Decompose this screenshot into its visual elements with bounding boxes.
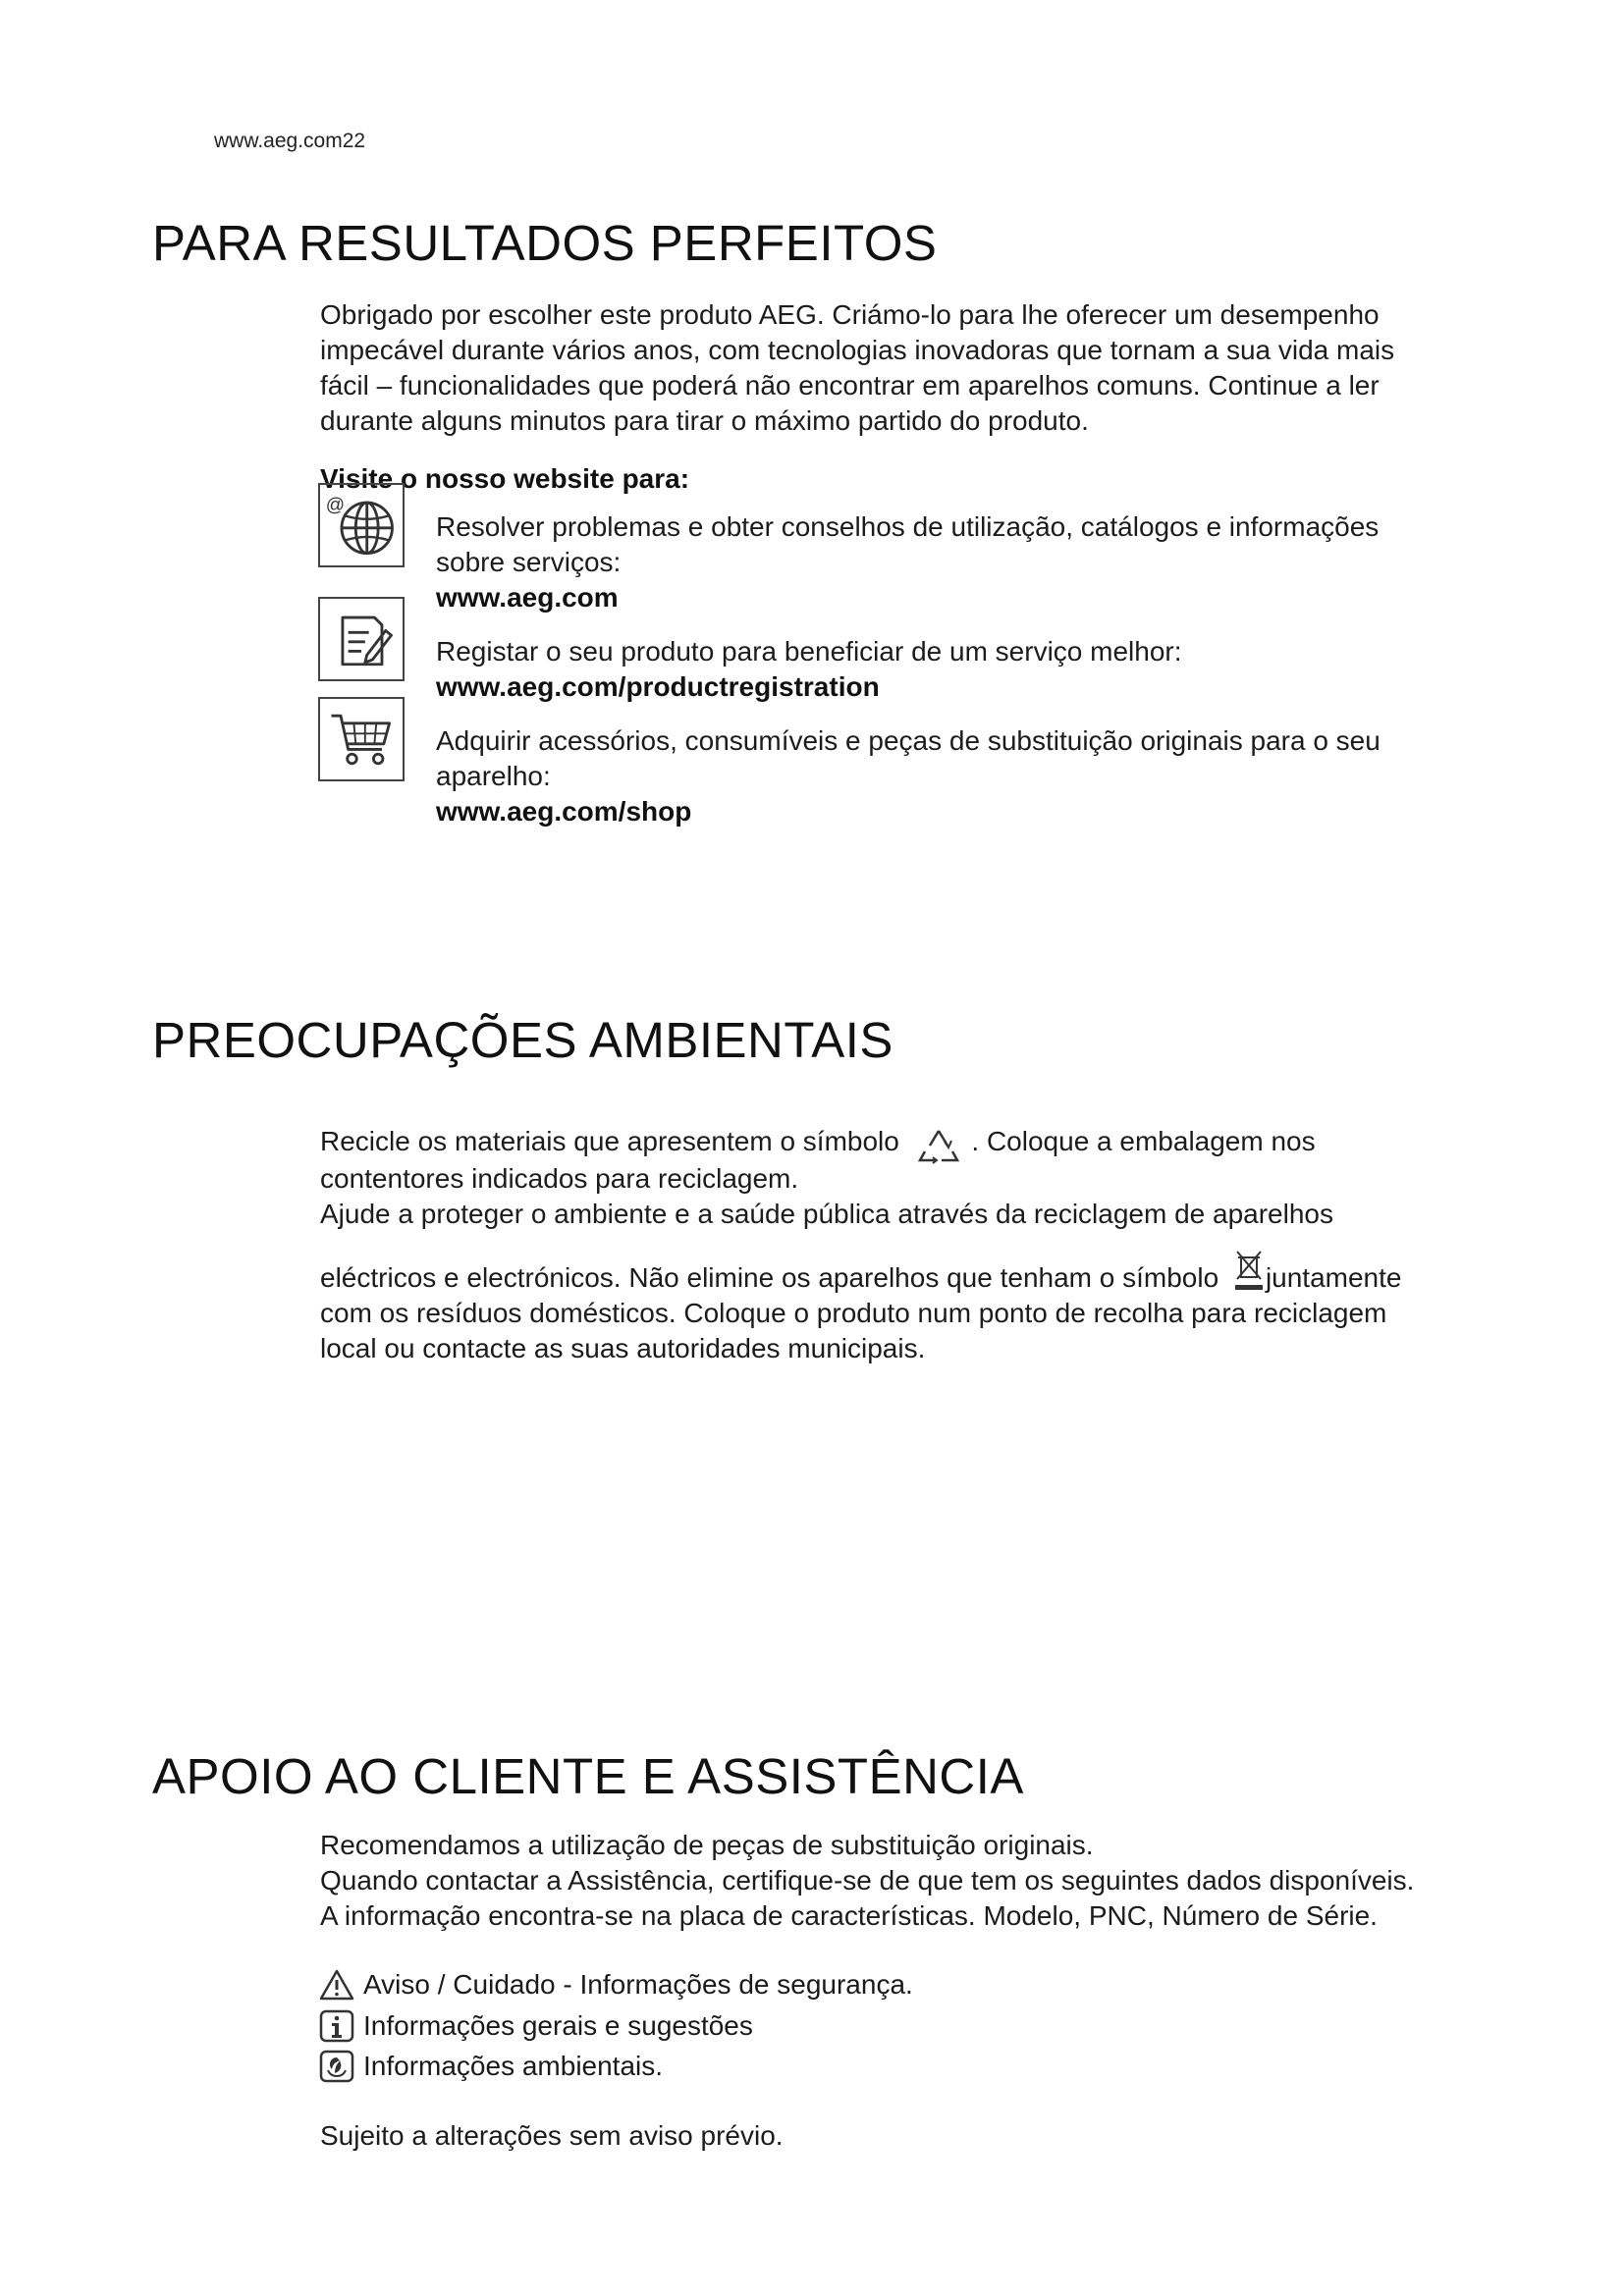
item-text-line: Adquirir acessórios, consumíveis e peças de substituição originais para o seu [436,725,1380,756]
legend-info [318,2008,753,2044]
legend-label: Informações ambientais. [363,2051,664,2081]
website-item-shop [436,723,1536,829]
warning-icon [318,1968,355,2002]
intro-paragraph [320,297,1394,439]
item-text-line: sobre serviços: [436,547,622,577]
env-line-1 [320,1124,1401,1161]
link-product-registration[interactable]: www.aeg.com/productregistration [436,671,880,702]
service-line: Quando contactar a Assistência, certifique-se de que tem os seguintes dados disponíveis. [320,1865,1415,1896]
legend-warning [318,1967,913,2002]
service-line: Recomendamos a utilização de peças de substituição originais. [320,1830,1094,1860]
environment-icon [318,2050,355,2083]
env-text: . Coloque a embalagem nos [971,1126,1316,1156]
env-text: juntamente [1265,1261,1402,1293]
website-item-registration [436,634,1536,705]
registration-icon [318,597,405,681]
link-aeg-com[interactable]: www.aeg.com [436,582,619,613]
item-text-line: Resolver problemas e obter conselhos de utilização, catálogos e informações [436,511,1380,542]
env-line-5: com os resíduos domésticos. Coloque o produto num ponto de recolha para reciclagem [320,1297,1387,1328]
svg-text:@: @ [325,495,346,516]
section-title-customer-service: APOIO AO CLIENTE E ASSISTÊNCIA [152,1748,1024,1804]
service-paragraph [320,1828,1414,1934]
env-line-6: local ou contacte as suas autoridades municipais. [320,1332,926,1363]
weee-bin-icon [1232,1248,1266,1293]
header-url: www.aeg.com22 [214,130,366,152]
recycle-icon [915,1126,962,1169]
info-icon [318,2009,355,2043]
section-title-perfect-results: PARA RESULTADOS PERFEITOS [152,215,938,271]
service-line: A informação encontra-se na placa de características. Modelo, PNC, Número de Série. [320,1900,1378,1931]
legend-label: Aviso / Cuidado - Informações de segurança. [363,1969,913,2000]
intro-line: Obrigado por escolher este produto AEG. Criámo-lo para lhe oferecer um desempenho [320,299,1380,330]
item-text-line: Registar o seu produto para beneficiar de um serviço melhor: [436,636,1182,667]
footer-notice: Sujeito a alterações sem aviso prévio. [320,2120,784,2151]
intro-line: impecável durante vários anos, com tecnologias inovadoras que tornam a sua vida mais [320,335,1395,365]
legend-environment [318,2049,663,2084]
globe-icon [318,483,405,567]
intro-line: fácil – funcionalidades que poderá não encontrar em aparelhos comuns. Continue a ler [320,370,1380,400]
legend-label: Informações gerais e sugestões [363,2010,753,2041]
link-aeg-shop[interactable]: www.aeg.com/shop [436,796,692,827]
shopping-cart-icon [318,697,405,781]
section-title-environment: PREOCUPAÇÕES AMBIENTAIS [152,1012,893,1068]
env-text: Recicle os materiais que apresentem o símbolo [320,1126,899,1156]
env-text: eléctricos e electrónicos. Não elimine os aparelhos que tenham o símbolo [320,1261,1219,1293]
intro-line: durante alguns minutos para tirar o máximo partido do produto. [320,405,1089,436]
env-line-4 [320,1248,1401,1296]
env-line-3: Ajude a proteger o ambiente e a saúde pública através da reciclagem de aparelhos [320,1198,1333,1229]
env-line-2: contentores indicados para reciclagem. [320,1162,799,1194]
item-text-line: aparelho: [436,761,551,791]
visit-website-label: Visite o nosso website para: [320,463,690,494]
website-item-support [436,509,1536,615]
environment-paragraph [320,1124,1401,1366]
